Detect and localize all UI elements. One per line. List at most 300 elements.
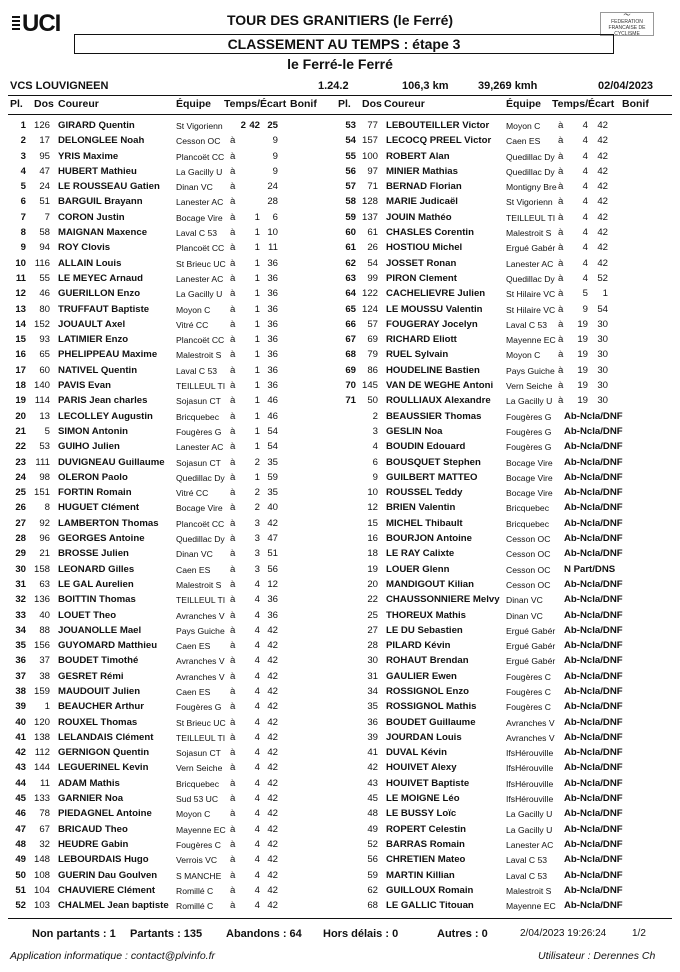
minutes-cell: 19: [577, 349, 588, 361]
seconds-cell: 36: [267, 334, 278, 346]
bib-cell: 12: [367, 502, 378, 514]
rank-cell: 55: [345, 150, 356, 162]
team-cell: Cesson OC: [176, 136, 221, 147]
bib-cell: 80: [39, 303, 50, 315]
gap-prefix-cell: à: [230, 441, 236, 453]
table-row: [0, 837, 680, 852]
seconds-cell: 42: [267, 670, 278, 682]
rider-name-cell: YRIS Maxime: [58, 150, 119, 162]
minutes-cell: 1: [254, 288, 260, 300]
rider-name-cell: MARTIN Killian: [386, 869, 455, 881]
minutes-cell: 4: [254, 594, 260, 606]
status-cell: Ab-Ncla/DNF: [564, 594, 623, 606]
rider-name-cell: PIEDAGNEL Antoine: [58, 808, 152, 820]
bib-cell: 98: [39, 471, 50, 483]
rank-cell: 52: [15, 900, 26, 912]
rank-cell: 58: [345, 196, 356, 208]
bib-cell: 100: [361, 150, 378, 162]
table-row: [0, 715, 680, 730]
gap-prefix-cell: à: [230, 747, 236, 759]
team-cell: Fougères G: [506, 442, 552, 453]
rider-name-cell: GESRET Rémi: [58, 670, 124, 682]
status-cell: Ab-Ncla/DNF: [564, 655, 623, 667]
rider-name-cell: GUERILLON Enzo: [58, 288, 141, 300]
table-row: [0, 317, 680, 332]
rider-name-cell: LE RAY Calixte: [386, 548, 455, 560]
rider-name-cell: BRICAUD Theo: [58, 823, 128, 835]
bib-cell: 126: [33, 120, 50, 131]
rider-name-cell: BOURJON Antoine: [386, 533, 472, 545]
bib-cell: 10: [367, 487, 378, 499]
bib-cell: 67: [39, 823, 50, 835]
team-cell: Caen ES: [176, 686, 211, 697]
status-cell: Ab-Ncla/DNF: [564, 854, 623, 866]
team-cell: Romillé C: [176, 885, 214, 896]
rider-name-cell: FOUGERAY Jocelyn: [386, 318, 478, 330]
status-cell: Ab-Ncla/DNF: [564, 456, 623, 468]
gap-prefix-cell: à: [230, 410, 236, 422]
minutes-cell: 4: [582, 150, 588, 162]
bib-cell: 95: [39, 150, 50, 162]
table-row: [0, 271, 680, 286]
gap-prefix-cell: à: [230, 701, 236, 713]
rider-name-cell: RUEL Sylvain: [386, 349, 449, 361]
rider-name-cell: LEONARD Gilles: [58, 563, 135, 575]
rider-name-cell: LECOLLEY Augustin: [58, 410, 153, 422]
team-cell: Fougères G: [506, 411, 552, 422]
rank-cell: 27: [15, 517, 26, 529]
gap-prefix-cell: à: [230, 318, 236, 330]
rider-name-cell: GAULIER Ewen: [386, 670, 457, 682]
col-temps: Temps/Écart: [224, 98, 287, 110]
bib-cell: 15: [367, 517, 378, 529]
seconds-cell: 30: [597, 364, 608, 376]
rider-name-cell: TRUFFAUT Baptiste: [58, 303, 150, 315]
seconds-cell: 42: [267, 655, 278, 667]
team-cell: Quedillac Dy: [506, 151, 555, 162]
table-row: [0, 577, 680, 592]
table-row: [0, 393, 680, 408]
rider-name-cell: ROPERT Celestin: [386, 823, 466, 835]
bib-cell: 50: [367, 395, 378, 407]
table-row: [0, 898, 680, 913]
seconds-cell: 30: [597, 380, 608, 392]
rank-cell: 21: [15, 425, 26, 437]
seconds-cell: 47: [267, 533, 278, 545]
team-cell: Moyon C: [506, 121, 541, 131]
team-cell: TEILLEUL TI: [176, 381, 226, 392]
rider-name-cell: GUERIN Dau Goulven: [58, 869, 158, 881]
hors-delais-count: Hors délais : 0: [323, 928, 399, 940]
rank-cell: 26: [15, 502, 26, 514]
gap-prefix-cell: à: [558, 242, 564, 254]
table-row: [0, 455, 680, 470]
minutes-cell: 4: [254, 731, 260, 743]
abandons-count: Abandons : 64: [226, 928, 302, 940]
bib-cell: 152: [33, 318, 50, 330]
hours-cell: 2: [240, 120, 246, 131]
table-row: [0, 179, 680, 194]
rank-cell: 71: [345, 395, 356, 407]
rank-cell: 69: [345, 364, 356, 376]
rider-name-cell: LEBOUTEILLER Victor: [386, 120, 490, 131]
gap-prefix-cell: à: [558, 227, 564, 239]
gap-prefix-cell: à: [558, 181, 564, 193]
seconds-cell: 36: [267, 594, 278, 606]
team-cell: Dinan VC: [506, 610, 543, 621]
team-cell: Malestroit S: [176, 350, 222, 361]
rider-name-cell: LE ROUSSEAU Gatien: [58, 181, 160, 193]
rider-name-cell: OLERON Paolo: [58, 471, 128, 483]
bib-cell: 9: [372, 471, 378, 483]
seconds-cell: 42: [597, 227, 608, 239]
team-cell: St Vigorienn: [176, 121, 223, 131]
gap-prefix-cell: à: [558, 349, 564, 361]
bib-cell: 99: [367, 272, 378, 284]
minutes-cell: 4: [254, 900, 260, 912]
printed-timestamp: 2/04/2023 19:26:24: [520, 928, 607, 939]
team-cell: Cesson OC: [506, 564, 551, 575]
minutes-cell: 4: [254, 838, 260, 850]
rank-cell: 19: [15, 395, 26, 407]
bib-cell: 28: [367, 640, 378, 652]
rider-name-cell: JOUANOLLE Mael: [58, 624, 142, 636]
bib-cell: 36: [367, 716, 378, 728]
seconds-cell: 42: [267, 731, 278, 743]
bib-cell: 30: [367, 655, 378, 667]
seconds-cell: 9: [272, 150, 278, 162]
table-row: [0, 378, 680, 393]
team-cell: Avranches V: [176, 610, 225, 621]
rider-name-cell: GUILLOUX Romain: [386, 884, 474, 896]
bib-cell: 92: [39, 517, 50, 529]
rank-cell: 25: [15, 487, 26, 499]
team-cell: Laval C 53: [506, 319, 548, 330]
rider-name-cell: CORON Justin: [58, 211, 125, 223]
seconds-cell: 35: [267, 456, 278, 468]
rank-cell: 43: [15, 762, 26, 774]
rider-name-cell: LECOCQ PREEL Victor: [386, 135, 492, 147]
status-cell: Ab-Ncla/DNF: [564, 640, 623, 652]
col-equipe: Équipe: [176, 98, 212, 110]
team-cell: Bricquebec: [176, 411, 219, 422]
club-name: VCS LOUVIGNEEN: [10, 80, 109, 92]
minutes-cell: 1: [254, 334, 260, 346]
minutes-cell: 1: [254, 227, 260, 239]
rider-name-cell: DUVAL Kévin: [386, 747, 447, 759]
table-row: [0, 409, 680, 424]
bib-cell: 63: [39, 578, 50, 590]
bib-cell: 88: [39, 624, 50, 636]
bib-cell: 79: [367, 349, 378, 361]
bib-cell: 78: [39, 808, 50, 820]
minutes-cell: 4: [254, 747, 260, 759]
team-cell: Quedillac Dy: [506, 273, 555, 284]
team-cell: Caen ES: [506, 136, 541, 147]
bib-cell: 124: [361, 303, 378, 315]
gap-prefix-cell: à: [230, 900, 236, 912]
team-cell: St Hilaire VC: [506, 289, 556, 300]
gap-prefix-cell: à: [230, 609, 236, 621]
gap-prefix-cell: à: [230, 594, 236, 606]
col-temps-right: Temps/Écart: [552, 98, 615, 110]
rider-name-cell: DUVIGNEAU Guillaume: [58, 456, 165, 468]
gap-prefix-cell: à: [230, 181, 236, 193]
minutes-cell: 4: [254, 793, 260, 805]
seconds-cell: 42: [267, 900, 278, 912]
rider-name-cell: MAUDOUIT Julien: [58, 685, 141, 697]
table-row: [0, 868, 680, 883]
minutes-cell: 4: [254, 578, 260, 590]
team-cell: IfsHérouville: [506, 794, 554, 805]
rider-name-cell: BEAUCHER Arthur: [58, 701, 144, 713]
minutes-cell: 1: [254, 303, 260, 315]
team-cell: Vern Seiche: [176, 763, 223, 774]
gap-prefix-cell: à: [230, 624, 236, 636]
user-info: Utilisateur : Derennes Ch: [538, 950, 656, 962]
minutes-cell: 3: [254, 517, 260, 529]
bib-cell: 58: [39, 227, 50, 239]
team-cell: St Hilaire VC: [506, 304, 556, 315]
table-row: [0, 608, 680, 623]
status-cell: Ab-Ncla/DNF: [564, 624, 623, 636]
seconds-cell: 36: [267, 349, 278, 361]
team-cell: Fougères G: [506, 426, 552, 437]
bib-cell: 53: [39, 441, 50, 453]
team-cell: Fougères C: [506, 702, 551, 713]
seconds-cell: 42: [597, 242, 608, 254]
gap-prefix-cell: à: [558, 135, 564, 147]
table-row: [0, 286, 680, 301]
rider-name-cell: CHAUSSONNIERE Melvy: [386, 594, 500, 606]
seconds-cell: 42: [597, 120, 608, 131]
team-cell: Laval C 53: [506, 870, 548, 881]
bib-cell: 38: [39, 670, 50, 682]
table-row: [0, 852, 680, 867]
gap-prefix-cell: à: [230, 211, 236, 223]
bib-cell: 40: [39, 609, 50, 621]
rank-cell: 57: [345, 181, 356, 193]
team-cell: La Gacilly U: [506, 396, 553, 407]
rider-name-cell: SIMON Antonin: [58, 425, 128, 437]
table-row: [0, 133, 680, 148]
rider-name-cell: LE DU Sebastien: [386, 624, 463, 636]
team-cell: Bocage Vire: [506, 488, 553, 499]
seconds-cell: 42: [597, 196, 608, 208]
rider-name-cell: LE GALLIC Titouan: [386, 900, 474, 912]
bib-cell: 18: [367, 548, 378, 560]
rank-cell: 5: [20, 181, 26, 193]
team-cell: Avranches V: [506, 732, 555, 743]
gap-prefix-cell: à: [558, 395, 564, 407]
bib-cell: 45: [367, 793, 378, 805]
team-cell: IfsHérouville: [506, 748, 554, 759]
team-cell: Moyon C: [506, 350, 541, 361]
gap-prefix-cell: à: [230, 884, 236, 896]
status-cell: N Part/DNS: [564, 563, 616, 575]
table-row: [0, 791, 680, 806]
seconds-cell: 10: [267, 227, 278, 239]
bib-cell: 148: [33, 854, 50, 866]
minutes-cell: 1: [254, 318, 260, 330]
gap-prefix-cell: à: [230, 548, 236, 560]
team-cell: Moyon C: [176, 809, 211, 820]
rider-name-cell: CHALMEL Jean baptiste: [58, 900, 169, 912]
gap-prefix-cell: à: [230, 303, 236, 315]
bib-cell: 11: [40, 777, 50, 789]
minutes-cell: 19: [577, 395, 588, 407]
bib-cell: 7: [44, 211, 50, 223]
gap-prefix-cell: à: [230, 685, 236, 697]
team-cell: Quedillac Dy: [506, 166, 555, 177]
gap-prefix-cell: à: [230, 395, 236, 407]
team-cell: Avranches V: [176, 656, 225, 667]
ffc-logo: 〜 FEDERATION FRANCAISE DE CYCLISME: [600, 12, 654, 36]
table-row: [0, 194, 680, 209]
team-cell: Ergué Gabér: [506, 243, 556, 254]
col-coureur-right: Coureur: [384, 98, 425, 110]
table-row: [0, 363, 680, 378]
rank-cell: 49: [15, 854, 26, 866]
team-cell: St Brieuc UC: [176, 717, 226, 728]
team-cell: TEILLEUL TI: [506, 212, 556, 223]
seconds-cell: 42: [267, 838, 278, 850]
bib-cell: 133: [33, 793, 50, 805]
rank-cell: 44: [15, 777, 26, 789]
table-row: [0, 776, 680, 791]
rank-cell: 63: [345, 272, 356, 284]
rank-cell: 10: [15, 257, 26, 269]
bib-cell: 77: [367, 120, 378, 131]
rider-name-cell: BROSSE Julien: [58, 548, 129, 560]
rider-name-cell: DELONGLEE Noah: [58, 135, 145, 147]
minutes-cell: 1: [254, 410, 260, 422]
bib-cell: 65: [39, 349, 50, 361]
bib-cell: 6: [372, 456, 378, 468]
team-cell: Bocage Vire: [176, 212, 223, 223]
rider-name-cell: BARRAS Romain: [386, 838, 465, 850]
rider-name-cell: LEBOURDAIS Hugo: [58, 854, 149, 866]
col-bonif-right: Bonif: [622, 98, 649, 110]
minutes-cell: 1: [254, 395, 260, 407]
seconds-cell: 52: [597, 272, 608, 284]
bib-cell: 42: [367, 762, 378, 774]
team-cell: Malestroit S: [176, 579, 222, 590]
seconds-cell: 36: [267, 380, 278, 392]
team-cell: Sojasun CT: [176, 396, 221, 407]
bib-cell: 140: [33, 380, 50, 392]
gap-prefix-cell: à: [230, 135, 236, 147]
minutes-cell: 3: [254, 563, 260, 575]
rider-name-cell: JOSSET Ronan: [386, 257, 457, 269]
seconds-cell: 11: [268, 242, 278, 254]
team-cell: Mayenne EC: [506, 901, 556, 912]
rank-cell: 23: [15, 456, 26, 468]
rank-cell: 12: [15, 288, 26, 300]
gap-prefix-cell: à: [230, 854, 236, 866]
gap-prefix-cell: à: [230, 731, 236, 743]
gap-prefix-cell: à: [230, 670, 236, 682]
bib-cell: 35: [367, 701, 378, 713]
rider-name-cell: LE GAL Aurelien: [58, 578, 134, 590]
team-cell: Quedillac Dy: [176, 534, 225, 545]
uci-logo: UCI: [12, 10, 60, 38]
bib-cell: 21: [39, 548, 50, 560]
rank-cell: 24: [15, 471, 26, 483]
status-cell: Ab-Ncla/DNF: [564, 471, 623, 483]
team-cell: La Gacilly U: [176, 289, 223, 300]
race-title: TOUR DES GRANITIERS (le Ferré): [226, 12, 454, 28]
rider-name-cell: LOUER Glenn: [386, 563, 450, 575]
status-cell: Ab-Ncla/DNF: [564, 716, 623, 728]
rider-name-cell: BOUDET Guillaume: [386, 716, 476, 728]
table-row: [0, 485, 680, 500]
rank-cell: 2: [20, 135, 26, 147]
bib-cell: 145: [361, 380, 378, 392]
rank-cell: 70: [345, 380, 356, 392]
header-top-rule: [8, 95, 672, 96]
rank-cell: 66: [345, 318, 356, 330]
rank-cell: 38: [15, 685, 26, 697]
table-row: [0, 653, 680, 668]
rider-name-cell: MAIGNAN Maxence: [58, 227, 148, 239]
average-speed: 39,269 kmh: [478, 80, 538, 92]
status-cell: Ab-Ncla/DNF: [564, 838, 623, 850]
team-cell: Sud 53 UC: [176, 794, 219, 805]
team-cell: La Gacilly U: [506, 824, 553, 835]
bib-cell: 2: [372, 410, 378, 422]
rider-name-cell: JOUIN Mathéo: [386, 211, 452, 223]
team-cell: Avranches V: [176, 671, 225, 682]
team-cell: Fougères C: [506, 671, 551, 682]
classification-title: CLASSEMENT AU TEMPS : étape 3: [74, 34, 614, 54]
table-row: [0, 806, 680, 821]
bib-cell: 20: [367, 578, 378, 590]
bib-cell: 16: [367, 533, 378, 545]
table-row: [0, 470, 680, 485]
bib-cell: 71: [367, 181, 378, 193]
rank-cell: 37: [15, 670, 26, 682]
table-row: [0, 256, 680, 271]
ffc-swoosh-icon: 〜: [623, 12, 631, 19]
minutes-cell: 4: [254, 609, 260, 621]
seconds-cell: 54: [597, 303, 608, 315]
seconds-cell: 36: [267, 272, 278, 284]
table-row: [0, 546, 680, 561]
rider-name-cell: ROSSIGNOL Enzo: [386, 685, 469, 697]
status-cell: Ab-Ncla/DNF: [564, 670, 623, 682]
bib-cell: 59: [367, 869, 378, 881]
team-cell: Bricquebec: [506, 518, 549, 529]
seconds-cell: 35: [267, 487, 278, 499]
minutes-cell: 4: [254, 823, 260, 835]
seconds-cell: 42: [597, 181, 608, 193]
rank-cell: 28: [15, 533, 26, 545]
team-cell: Romillé C: [176, 901, 214, 912]
gap-prefix-cell: à: [230, 517, 236, 529]
rider-name-cell: MANDIGOUT Kilian: [386, 578, 474, 590]
bib-cell: 122: [361, 288, 378, 300]
bib-cell: 69: [367, 334, 378, 346]
minutes-cell: 4: [254, 655, 260, 667]
minutes-cell: 3: [254, 548, 260, 560]
team-cell: Lanester AC: [176, 197, 224, 208]
bib-cell: 111: [35, 456, 50, 468]
gap-prefix-cell: à: [230, 227, 236, 239]
bib-cell: 32: [39, 838, 50, 850]
partants-count: Partants : 135: [130, 928, 203, 940]
rider-name-cell: ALLAIN Louis: [58, 257, 122, 269]
